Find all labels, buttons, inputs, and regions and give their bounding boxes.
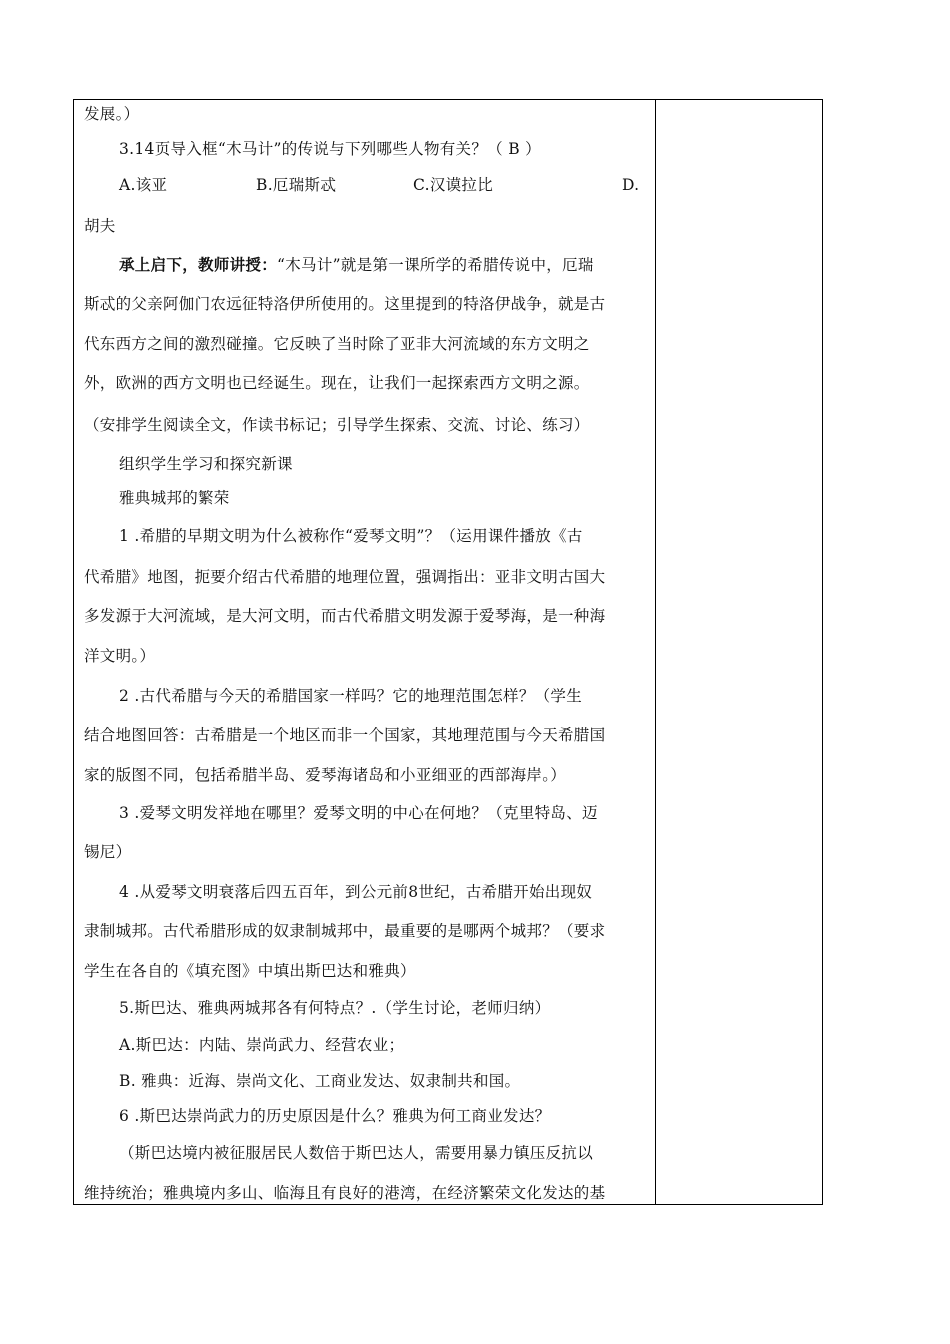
transition-heading: 承上启下，教师讲授：	[119, 255, 278, 274]
option-d-text: 胡夫	[84, 217, 116, 235]
text-line-07: 代东西方之间的激烈碰撞。它反映了当时除了亚非大河流域的东方文明之	[84, 335, 590, 353]
item-4-line-3: 学生在各自的《填充图》中填出斯巴达和雅典）	[84, 962, 416, 980]
text-line-06: 斯忒的父亲阿伽门农远征特洛伊所使用的。这里提到的特洛伊战争，就是古	[84, 295, 606, 313]
item-2-line-1: 2 .古代希腊与今天的希腊国家一样吗？它的地理范围怎样？（学生	[119, 687, 583, 705]
option-c: C.汉谟拉比	[413, 176, 494, 194]
text-line-08: 外，欧洲的西方文明也已经诞生。现在，让我们一起探索西方文明之源。	[84, 374, 590, 392]
item-3-line-1: 3 .爱琴文明发祥地在哪里？爱琴文明的中心在何地？（克里特岛、迈	[119, 804, 598, 822]
item-1-line-3: 多发源于大河流域，是大河文明，而古代希腊文明发源于爱琴海，是一种海	[84, 607, 606, 625]
item-5-answer-a: A.斯巴达：内陆、崇尚武力、经营农业；	[119, 1036, 405, 1054]
item-1-line-4: 洋文明。）	[84, 647, 156, 665]
item-1-line-2: 代希腊》地图，扼要介绍古代希腊的地理位置，强调指出：亚非文明古国大	[84, 568, 606, 586]
item-6-answer-line-1: （斯巴达境内被征服居民人数倍于斯巴达人，需要用暴力镇压反抗以	[119, 1144, 594, 1162]
text-line-09: （安排学生阅读全文，作读书标记；引导学生探索、交流、讨论、练习）	[84, 416, 590, 434]
item-4-line-2: 隶制城邦。古代希腊形成的奴隶制城邦中，最重要的是哪两个城邦？（要求	[84, 922, 606, 940]
question-3-text: 3.14页导入框“木马计”的传说与下列哪些人物有关？（ B ）	[119, 140, 541, 158]
transition-text: “木马计”就是第一课所学的希腊传说中，厄瑞	[277, 256, 594, 274]
section-intro: 组织学生学习和探究新课	[119, 455, 293, 473]
section-heading: 雅典城邦的繁荣	[119, 489, 230, 507]
option-a: A.该亚	[119, 176, 168, 194]
item-3-line-2: 锡尼）	[84, 843, 132, 861]
item-2-line-2: 结合地图回答：古希腊是一个地区而非一个国家，其地理范围与今天希腊国	[84, 726, 606, 744]
item-6-question: 6 .斯巴达崇尚武力的历史原因是什么？雅典为何工商业发达？	[119, 1107, 551, 1125]
item-4-line-1: 4 .从爱琴文明衰落后四五百年，到公元前8世纪，古希腊开始出现奴	[119, 883, 593, 901]
item-5-answer-b: B. 雅典：近海、崇尚文化、工商业发达、奴隶制共和国。	[119, 1072, 521, 1090]
option-d-label: D.	[622, 176, 640, 194]
item-5-question: 5.斯巴达、雅典两城邦各有何特点？.（学生讨论，老师归纳）	[119, 999, 551, 1017]
option-b: B.厄瑞斯忒	[256, 176, 337, 194]
item-2-line-3: 家的版图不同，包括希腊半岛、爱琴海诸岛和小亚细亚的西部海岸。）	[84, 766, 567, 784]
transition-paragraph-line-1	[119, 255, 594, 275]
item-6-answer-line-2: 维持统治；雅典境内多山、临海且有良好的港湾，在经济繁荣文化发达的基	[84, 1184, 606, 1202]
item-1-line-1: 1 .希腊的早期文明为什么被称作“爱琴文明”？（运用课件播放《古	[119, 527, 583, 545]
table-column-divider	[655, 99, 656, 1205]
text-line-01: 发展。）	[84, 105, 140, 123]
